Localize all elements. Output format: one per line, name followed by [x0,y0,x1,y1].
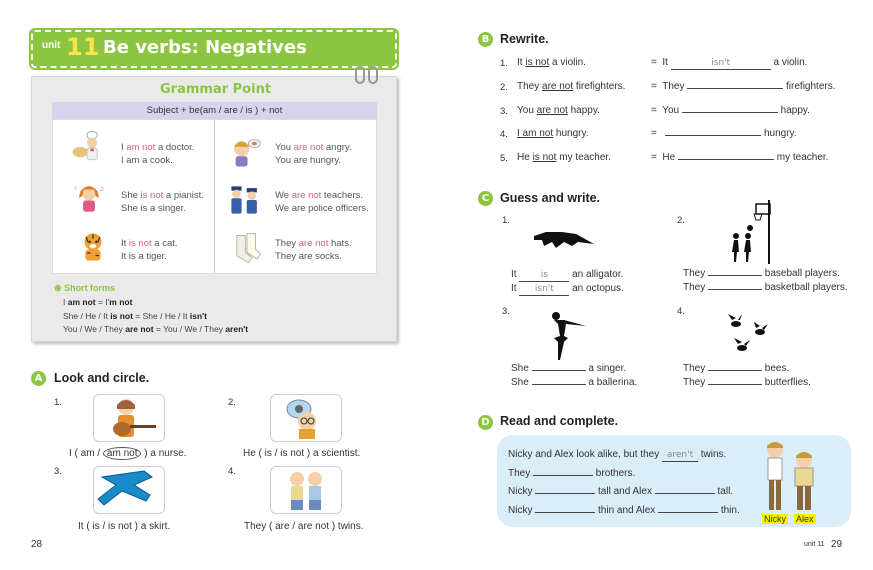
guess-line: It isn't an octopus. [511,283,624,294]
section-a-badge: A [31,371,46,386]
binder-ring-icon [368,66,378,84]
short-form-line: She / He / It is not = She / He / It isn't [63,311,207,321]
rewrite-sentence: They are not firefighters. [517,81,626,92]
guess-line: They baseball players. [683,268,840,279]
answer-blank[interactable] [658,512,718,513]
item-number: 1. [502,215,510,226]
answer-blank[interactable] [533,475,593,476]
short-form-line: I am not = I'm not [63,297,133,307]
tiger-icon [76,230,110,264]
guess-line: They bees. [683,363,790,374]
page-number-left: 28 [31,539,43,550]
alligator-icon [532,222,596,254]
short-forms-icon: ❀ [54,283,62,293]
answer-blank[interactable]: is [519,270,569,282]
example-positive: They are socks. [275,251,343,262]
rewrite-sentence: He is not my teacher. [517,152,611,163]
rewrite-answer: = hungry. [651,128,797,139]
section-c-badge: C [478,191,493,206]
item-number: 2. [500,82,508,93]
item-number: 2. [677,215,685,226]
rewrite-answer: = They firefighters. [651,81,836,92]
answer-blank[interactable]: aren't [662,450,698,462]
footer-unit-label: unit 11 [804,541,825,548]
answer-blank[interactable] [535,493,595,494]
answer-blank[interactable] [655,493,715,494]
picture-frame [93,466,165,514]
item-number: 3. [502,306,510,317]
guess-line: They butterflies. [683,377,811,388]
chef-icon [70,130,104,164]
example-positive: It is a tiger. [121,251,167,262]
binder-ring-icon [355,66,365,84]
section-b-title: Rewrite. [500,32,549,46]
example-positive: You are hungry. [275,155,342,166]
answer-blank[interactable] [535,512,595,513]
guess-line: She a ballerina. [511,377,638,388]
socks-icon [230,232,264,266]
complete-line: Nicky and Alex look alike, but they aren't twins. [508,449,727,460]
answer-blank[interactable] [665,135,761,136]
circle-item-1: I ( am / am not ) a nurse. [69,448,187,459]
twins-icon [271,467,341,513]
pants-icon [94,467,164,513]
example-negative: She is not a pianist. [121,190,204,201]
scientist-icon [271,395,341,441]
section-d-badge: D [478,415,493,430]
item-number: 4. [677,306,685,317]
answer-blank[interactable] [532,370,586,371]
grammar-formula: Subject + be(am / are / is ) + not [52,102,377,119]
picture-frame [270,394,342,442]
example-positive: We are police officers. [275,203,369,214]
bees-icon [722,312,772,360]
unit-number: 11 [66,33,100,61]
example-negative: They are not hats. [275,238,352,249]
guess-line: They basketball players. [683,282,848,293]
item-number: 3. [500,106,508,117]
item-number: 2. [228,397,236,408]
answer-blank[interactable] [678,159,774,160]
page-number-right: 29 [831,539,843,550]
item-number: 1. [54,397,62,408]
complete-line: Nicky tall and Alex tall. [508,486,734,497]
nicky-alex-icon [758,438,824,514]
answer-blank[interactable] [708,289,762,290]
item-number: 1. [500,58,508,69]
short-form-line: You / We / They are not = You / We / They aren't [63,324,249,334]
short-forms-title: ❀ Short forms [54,283,116,293]
answer-blank[interactable] [682,112,778,113]
circle-item-3[interactable]: It ( is / is not ) a skirt. [78,521,171,532]
answer-blank[interactable] [687,88,783,89]
name-tag-alex: Alex [796,514,814,524]
rewrite-answer: = You happy. [651,105,810,116]
circle-item-2[interactable]: He ( is / is not ) a scientist. [243,448,361,459]
answer-blank[interactable] [708,370,762,371]
example-negative: It is not a cat. [121,238,178,249]
unit-title: Be verbs: Negatives [103,37,307,58]
guitar-boy-icon [94,395,164,441]
picture-frame [270,466,342,514]
rewrite-sentence: It is not a violin. [517,57,586,68]
guess-line: She a singer. [511,363,627,374]
circle-item-4[interactable]: They ( are / are not ) twins. [244,521,364,532]
name-tag-nicky: Nicky [764,514,786,524]
basketball-icon [728,196,774,266]
item-number: 3. [54,466,62,477]
grammar-point-title: Grammar Point [160,82,272,97]
rewrite-sentence: You are not happy. [517,105,600,116]
section-a-title: Look and circle. [54,371,150,385]
example-positive: I am a cook. [121,155,173,166]
example-negative: You are not angry. [275,142,352,153]
police-icon [228,183,262,217]
section-d-title: Read and complete. [500,414,619,428]
example-negative: We are not teachers. [275,190,364,201]
item-number: 4. [500,129,508,140]
example-negative: I am not a doctor. [121,142,195,153]
svg-text:♪: ♪ [73,184,78,192]
svg-text:♫: ♫ [99,186,105,194]
rewrite-answer: = It isn't a violin. [651,57,808,68]
complete-line: They brothers. [508,468,636,479]
item-number: 5. [500,153,508,164]
rewrite-sentence: I am not hungry. [517,128,589,139]
section-c-title: Guess and write. [500,191,601,205]
examples-divider [214,120,215,273]
ballerina-icon [542,308,592,362]
angry-girl-icon [228,135,262,169]
example-positive: She is a singer. [121,203,186,214]
section-b-badge: B [478,32,493,47]
answer-blank[interactable]: isn't [671,58,771,70]
complete-line: Nicky thin and Alex thin. [508,505,740,516]
answer-blank[interactable] [708,275,762,276]
guess-line: It is an alligator. [511,269,624,280]
picture-frame [93,394,165,442]
answer-blank[interactable]: isn't [519,284,569,296]
answer-blank[interactable] [532,384,586,385]
circled-answer[interactable]: am not [103,447,142,460]
item-number: 4. [228,466,236,477]
rewrite-answer: = He my teacher. [651,152,829,163]
singer-icon [72,181,106,215]
unit-label: unit [42,40,61,51]
answer-blank[interactable] [708,384,762,385]
